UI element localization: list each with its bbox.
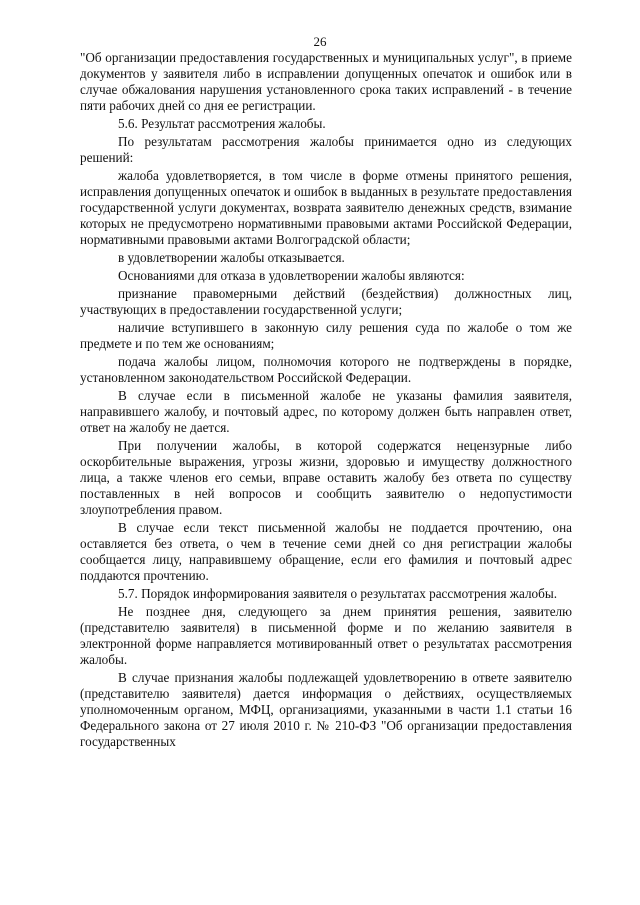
document-body bbox=[80, 50, 572, 752]
paragraph: 5.6. Результат рассмотрения жалобы. bbox=[118, 116, 326, 131]
paragraph: В случае если в письменной жалобе не указаны фамилия заявителя, направившего жалобу, и почтовый адрес, по которому должен быть направлен ответ, ответ на жалобу не дается. bbox=[80, 388, 572, 435]
paragraph: При получении жалобы, в которой содержатся нецензурные либо оскорбительные выражения, угрозы жизни, здоровью и имуществу должностного лица, а также членов его семьи, вправе оставить жалобу без ответа по существу поставленных в ней вопросов и сообщить заявителю о недопустимости злоупотребления правом. bbox=[80, 438, 572, 517]
paragraph: В случае если текст письменной жалобы не поддается прочтению, она оставляется без ответа, о чем в течение семи дней со дня регистрации жалобы сообщается лицу, направившему обращение, если его фамилия и почтовый адрес поддаются прочтению. bbox=[80, 520, 572, 583]
paragraph: В случае признания жалобы подлежащей удовлетворению в ответе заявителю (представителю заявителя) дается информация о действиях, осуществляемых уполномоченным органом, МФЦ, организациями, указанными в части 1.1 статьи 16 Федерального закона от 27 июля 2010 г. № 210-ФЗ "Об организации предоставления государственных bbox=[80, 670, 572, 749]
paragraph: признание правомерными действий (бездействия) должностных лиц, участвующих в предоставлении государственной услуги; bbox=[80, 286, 572, 317]
paragraph: По результатам рассмотрения жалобы принимается одно из следующих решений: bbox=[80, 134, 572, 165]
paragraph: "Об организации предоставления государственных и муниципальных услуг", в приеме документов у заявителя либо в исправлении допущенных опечаток и ошибок или в случае обжалования нарушения установленного срока таких исправлений - в течение пяти рабочих дней со дня ее регистрации. bbox=[80, 50, 572, 113]
paragraph: наличие вступившего в законную силу решения суда по жалобе о том же предмете и по тем же основаниям; bbox=[80, 320, 572, 351]
paragraph: подача жалобы лицом, полномочия которого не подтверждены в порядке, установленном законодательством Российской Федерации. bbox=[80, 354, 572, 385]
paragraph: Не позднее дня, следующего за днем принятия решения, заявителю (представителю заявителя) в письменной форме и по желанию заявителя в электронной форме направляется мотивированный ответ о результатах рассмотрения жалобы. bbox=[80, 604, 572, 667]
paragraph: Основаниями для отказа в удовлетворении жалобы являются: bbox=[118, 268, 465, 283]
paragraph: жалоба удовлетворяется, в том числе в форме отмены принятого решения, исправления допущенных опечаток и ошибок в выданных в результате предоставления государственной услуги документах, возврата заявителю денежных средств, взимание которых не предусмотрено нормативными правовыми актами Российской Федерации, нормативными правовыми актами Волгоградской области; bbox=[80, 168, 572, 247]
page-number: 26 bbox=[313, 34, 327, 49]
paragraph: 5.7. Порядок информирования заявителя о результатах рассмотрения жалобы. bbox=[118, 586, 557, 601]
paragraph: в удовлетворении жалобы отказывается. bbox=[118, 250, 345, 265]
